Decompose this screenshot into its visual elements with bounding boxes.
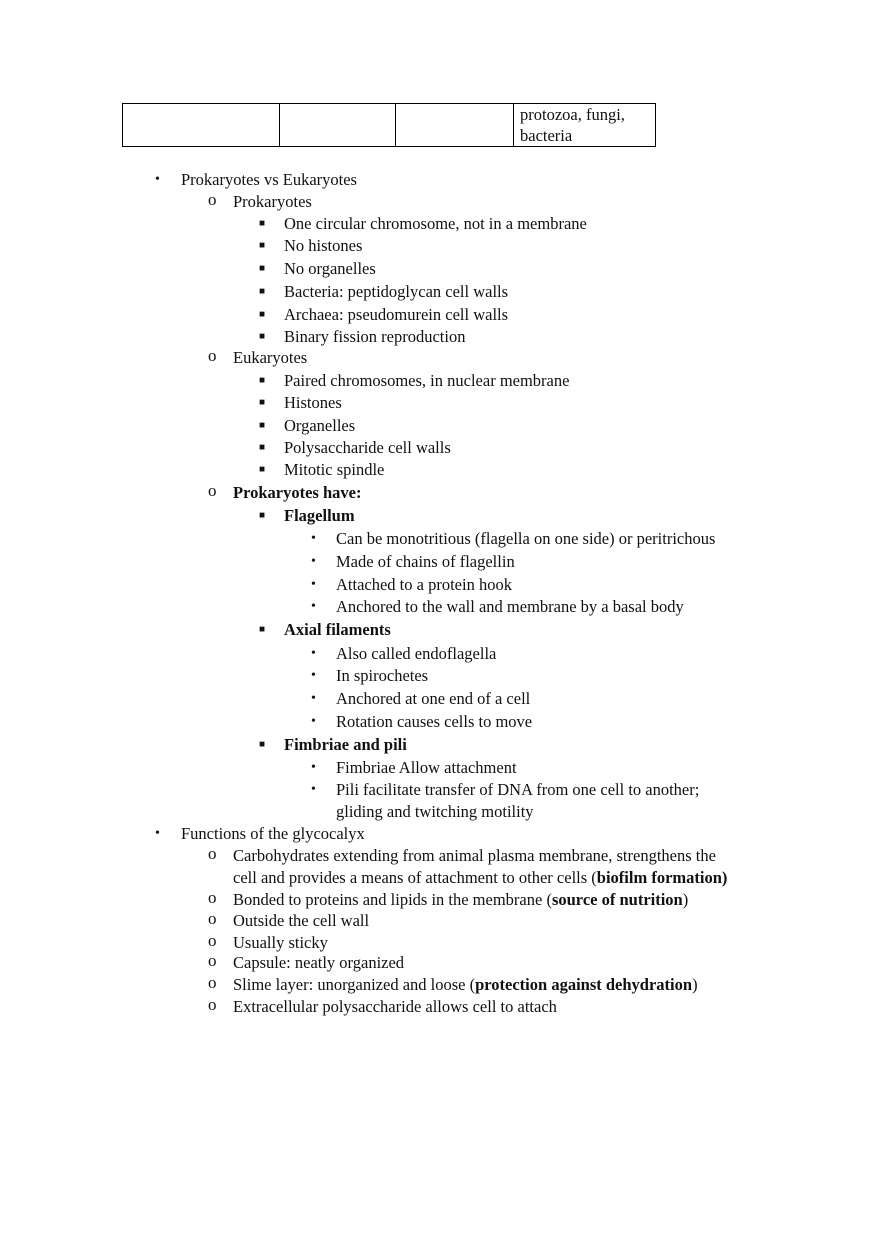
bullet-icon: • [311,554,316,569]
list-item-text: Usually sticky [233,933,328,952]
structure-label: Flagellum [284,506,355,525]
list-item-text: Anchored at one end of a cell [336,689,531,708]
bullet-icon: • [311,714,316,729]
cell-text: bacteria [520,126,573,145]
list-item-text: Fimbriae Allow attachment [336,758,517,777]
hollow-bullet-icon: o [208,190,217,209]
square-bullet-icon: ■ [259,739,266,750]
table-cell [123,104,280,147]
bullet-icon: • [311,531,316,546]
list-item-continuation: gliding and twitching motility [336,802,534,821]
bullet-icon: • [311,668,316,683]
square-bullet-icon: ■ [259,464,266,475]
list-item-text: Binary fission reproduction [284,327,466,346]
list-item-text: Archaea: pseudomurein cell walls [284,305,509,324]
table-cell-organisms [514,104,656,147]
list-item-text: Polysaccharide cell walls [284,438,451,457]
square-bullet-icon: ■ [259,420,266,431]
subheading-label: Prokaryotes have: [233,483,362,502]
hollow-bullet-icon: o [208,481,217,500]
square-bullet-icon: ■ [259,375,266,386]
list-item-text: Attached to a protein hook [336,575,512,594]
list-item-text: ) [682,890,689,909]
list-item-text: Capsule: neatly organized [233,953,405,972]
hollow-bullet-icon: o [208,888,217,907]
bullet-icon: • [311,577,316,592]
square-bullet-icon: ■ [259,510,266,521]
table-row [123,104,656,147]
list-item-text: Bacteria: peptidoglycan cell walls [284,282,509,301]
list-item-text: Pili facilitate transfer of DNA from one cell to another; [336,780,700,799]
list-item-text: One circular chromosome, not in a membrane [284,214,587,233]
list-item-text: In spirochetes [336,666,429,685]
list-item-text: Rotation causes cells to move [336,712,533,731]
list-item-text: Bonded to proteins and lipids in the membrane ( [233,890,552,909]
square-bullet-icon: ■ [259,218,266,229]
hollow-bullet-icon: o [208,951,217,970]
continued-table [122,103,656,147]
bullet-icon: • [311,646,316,661]
subheading-label: Eukaryotes [233,348,308,367]
square-bullet-icon: ■ [259,624,266,635]
list-item-text: Also called endoflagella [336,644,497,663]
list-item-text: Can be monotritious (flagella on one side) or peritrichous [336,529,716,548]
hollow-bullet-icon: o [208,973,217,992]
structure-label: Axial filaments [284,620,391,639]
bullet-icon: • [155,172,160,187]
subheading-label: Prokaryotes [233,192,312,211]
hollow-bullet-icon: o [208,844,217,863]
square-bullet-icon: ■ [259,286,266,297]
list-item-text: Mitotic spindle [284,460,385,479]
list-item-content [233,974,698,996]
bullet-icon: • [311,760,316,775]
bullet-icon: • [155,826,160,841]
list-item-text: Organelles [284,416,356,435]
list-item-text: ) [692,975,698,994]
list-item-continuation [233,867,727,889]
bullet-icon: • [311,691,316,706]
bullet-icon: • [311,599,316,614]
list-item-text: Slime layer: unorganized and loose ( [233,975,476,994]
hollow-bullet-icon: o [208,346,217,365]
table-cell [280,104,396,147]
list-item-text: Anchored to the wall and membrane by a basal body [336,597,684,616]
list-item-text: Carbohydrates extending from animal plasma membrane, strengthens the [233,846,716,865]
list-item-text: Histones [284,393,342,412]
emphasis-text: protection against dehydration [475,975,693,994]
list-item-text: Made of chains of flagellin [336,552,515,571]
list-item-text: Paired chromosomes, in nuclear membrane [284,371,570,390]
square-bullet-icon: ■ [259,397,266,408]
square-bullet-icon: ■ [259,263,266,274]
emphasis-text: biofilm formation) [596,868,728,887]
list-item-content [233,889,688,911]
hollow-bullet-icon: o [208,909,217,928]
square-bullet-icon: ■ [259,309,266,320]
list-item-text: No histones [284,236,363,255]
list-item-text: No organelles [284,259,376,278]
square-bullet-icon: ■ [259,240,266,251]
hollow-bullet-icon: o [208,995,217,1014]
hollow-bullet-icon: o [208,931,217,950]
emphasis-text: source of nutrition [551,890,683,909]
structure-label: Fimbriae and pili [284,735,407,754]
list-item-text: Extracellular polysaccharide allows cell to attach [233,997,557,1016]
table-cell [396,104,514,147]
square-bullet-icon: ■ [259,442,266,453]
cell-text: protozoa, fungi, [520,105,625,124]
section-title: Functions of the glycocalyx [181,824,365,843]
list-item-text: Outside the cell wall [233,911,370,930]
section-title: Prokaryotes vs Eukaryotes [181,170,357,189]
square-bullet-icon: ■ [259,331,266,342]
list-item-text: cell and provides a means of attachment to other cells ( [233,868,597,887]
bullet-icon: • [311,782,316,797]
